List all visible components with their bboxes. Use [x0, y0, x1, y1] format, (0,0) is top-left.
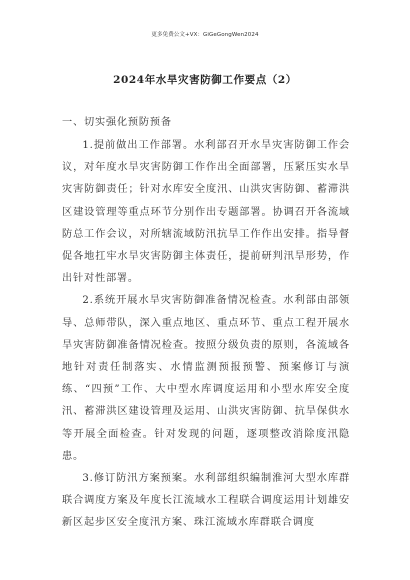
paragraph-2: 2.系统开展水旱灾害防御准备情况检查。水利部由部领导、总师带队，深入重点地区、重点环节、重点工程开展水旱灾害防御准备情况检查。按照分级负责的原则，各流域各地针对责任制落实、水情监测预报预警、预案修订与演练、“四预”工作、大中型水库调度运用和小型水库安全度汛、蓄滞洪区建设管理及运用、山洪灾害防御、抗旱保供水等开展全面检查。针对发现的问题，逐项整改消除度汛隐患。 [62, 295, 350, 462]
paragraph-1: 1.提前做出工作部署。水利部召开水旱灾害防御工作会议，对年度水旱灾害防御工作作出全面部署，压紧压实水旱灾害防御责任；针对水库安全度汛、山洪灾害防御、蓄滞洪区建设管理等重点环节分别作出专题部署。协调召开各流域防总工作会议，对所辖流域防汛抗旱工作作出安排。指导督促各地扛牢水旱灾害防御主体责任，提前研判汛旱形势，作出针对性部署。 [62, 140, 350, 285]
document-body [62, 135, 350, 535]
paragraph-3: 3.修订防汛方案预案。水利部组织编制淮河大型水库群联合调度方案及年度长江流域水工程联合调度运用计划雄安新区起步区安全度汛方案、珠江流域水库群联合调度 [62, 473, 350, 529]
header-note: 更多免费公文+VX：GiGeGongWen2024 [151, 32, 259, 38]
page-title: 2024年水旱灾害防御工作要点（2） [113, 74, 297, 86]
section-heading: 一、切实强化预防预备 [62, 117, 172, 128]
